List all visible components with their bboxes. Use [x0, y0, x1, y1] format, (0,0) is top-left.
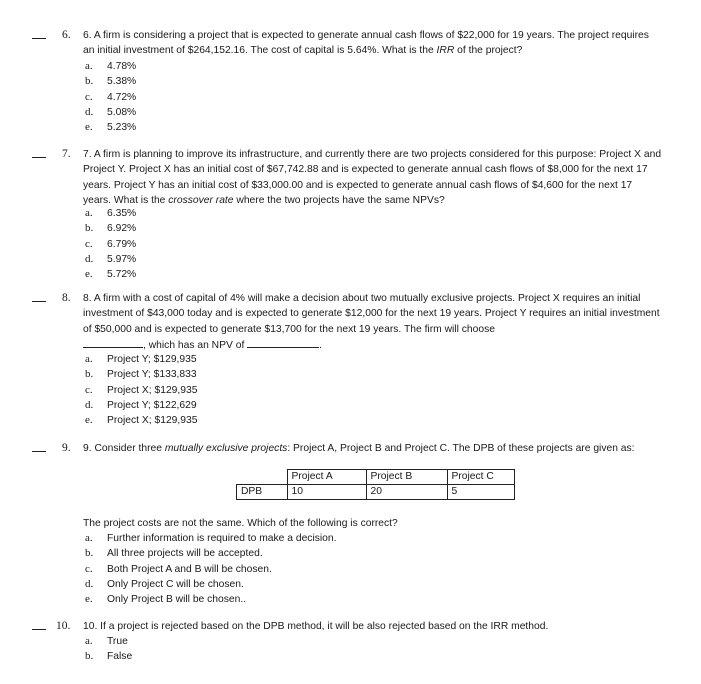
- option-a[interactable]: a. 4.78%: [85, 60, 137, 72]
- option-a[interactable]: a. 6.35%: [85, 207, 137, 219]
- option-d[interactable]: d. Only Project C will be chosen.: [85, 577, 244, 590]
- option-c[interactable]: c. Project X; $129,935: [85, 383, 198, 396]
- question-number: 9.: [62, 442, 71, 454]
- option-e[interactable]: e. Project X; $129,935: [85, 414, 198, 427]
- table-cell: 10: [287, 485, 366, 500]
- option-d[interactable]: d. 5.97%: [85, 252, 137, 265]
- option-b[interactable]: b. 5.38%: [85, 75, 137, 88]
- option-c[interactable]: c. 4.72%: [85, 90, 137, 103]
- question-text: 6. A firm is considering a project that is expected to generate annual cash flows of $22,000 for 19 years. The project requires an initial investment of $264,152.16. The cost of capital is 5.64%. What is the IRR of the project?: [83, 30, 649, 57]
- question-text: 9. Consider three mutually exclusive projects: Project A, Project B and Project C. The DPB of these projects are given as:: [83, 443, 635, 454]
- option-a[interactable]: a. Project Y; $129,935: [85, 353, 197, 365]
- question-text: 8. A firm with a cost of capital of 4% will make a decision about two mutually exclusive projects. Project X requires an initial investment of $43,000 today and is expected to generate $12,000 for the next 19 years. Project Y requires an initial investment of $50,000 and is expected to generate $13,700 for the next 19 years. The firm will choose , which has an NPV of .: [83, 293, 660, 351]
- fill-in-blank[interactable]: [83, 337, 143, 348]
- answer-blank[interactable]: [32, 301, 46, 302]
- table-cell: 5: [447, 485, 514, 500]
- option-d[interactable]: d. 5.08%: [85, 105, 137, 118]
- table-header: Project B: [366, 470, 447, 485]
- dpb-table: [236, 469, 515, 500]
- option-e[interactable]: e. Only Project B will be chosen..: [85, 593, 247, 606]
- question-text: 7. A firm is planning to improve its infrastructure, and currently there are two projects considered for this purpose: Project X and Project Y. Project X has an initial cost of $67,742.88 and is expected to generate annual cash flows of $8,000 for the next 17 years. Project Y has an initial cost of $33,000.00 and is expected to generate annual cash flows of $4,600 for the next 17 years. What is the crossover rate where the two projects have the same NPVs?: [83, 149, 662, 206]
- options-list: [85, 634, 132, 665]
- question-number: 6.: [62, 29, 71, 41]
- option-c[interactable]: c. Both Project A and B will be chosen.: [85, 562, 272, 575]
- option-a[interactable]: a. True: [85, 635, 128, 647]
- options-list: [85, 531, 337, 607]
- question-followup: The project costs are not the same. Which of the following is correct?: [83, 518, 398, 529]
- option-b[interactable]: b. All three projects will be accepted.: [85, 547, 263, 560]
- question-number: 10.: [56, 620, 71, 632]
- option-e[interactable]: e. 5.23%: [85, 121, 137, 134]
- options-list: [85, 352, 197, 428]
- table-header: Project C: [447, 470, 514, 485]
- question-number: 7.: [62, 148, 71, 160]
- fill-in-blank[interactable]: [247, 337, 319, 348]
- options-list: [85, 59, 136, 135]
- answer-blank[interactable]: [32, 38, 46, 39]
- option-b[interactable]: b. Project Y; $133,833: [85, 368, 197, 381]
- option-c[interactable]: c. 6.79%: [85, 237, 137, 250]
- options-list: [85, 206, 136, 282]
- row-label: DPB: [237, 485, 288, 500]
- question-number: 8.: [62, 292, 71, 304]
- table-header: Project A: [287, 470, 366, 485]
- question-text: 10. If a project is rejected based on the DPB method, it will be also rejected based on the IRR method.: [83, 621, 549, 632]
- option-d[interactable]: d. Project Y; $122,629: [85, 398, 197, 411]
- table-cell: 20: [366, 485, 447, 500]
- option-b[interactable]: b. False: [85, 650, 133, 663]
- answer-blank[interactable]: [32, 157, 46, 158]
- option-a[interactable]: a. Further information is required to make a decision.: [85, 532, 337, 544]
- option-e[interactable]: e. 5.72%: [85, 268, 137, 281]
- answer-blank[interactable]: [32, 629, 46, 630]
- answer-blank[interactable]: [32, 451, 46, 452]
- option-b[interactable]: b. 6.92%: [85, 222, 137, 235]
